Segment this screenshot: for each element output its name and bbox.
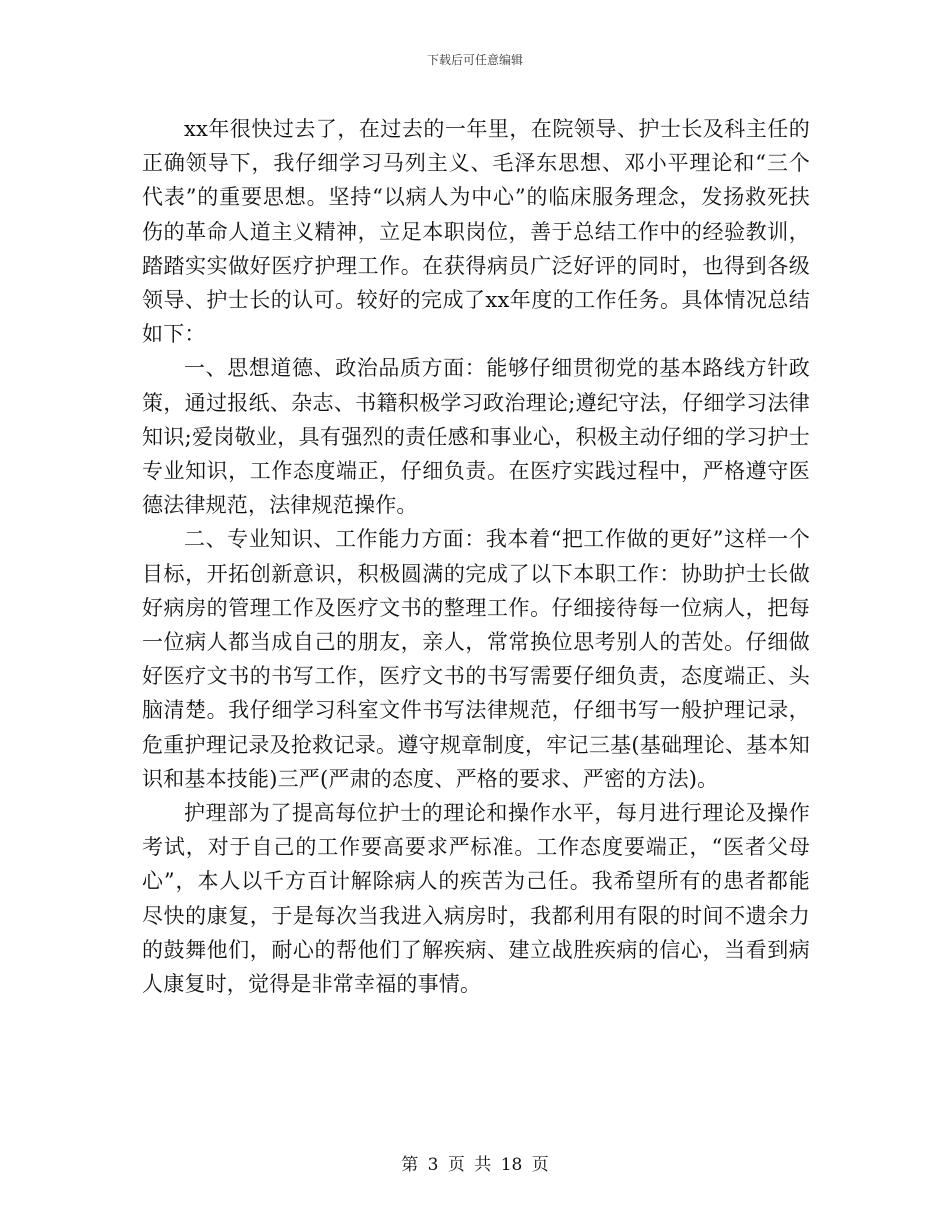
paragraph-nursing-department: 护理部为了提高每位护士的理论和操作水平，每月进行理论及操作考试，对于自己的工作要高要求严标准。工作态度要端正，“医者父母心”，本人以千方百计解除病人的疾苦为己任。我希望所有的患者都能尽快的康复，于是每次当我进入病房时，我都利用有限的时间不遗余力的鼓舞他们，耐心的帮他们了解疾病、建立战胜疾病的信心，当看到病人康复时，觉得是非常幸福的事情。 bbox=[142, 801, 810, 997]
page-footer: 第 3 页 共 18 页 bbox=[401, 1155, 549, 1175]
paragraph-professional: 二、专业知识、工作能力方面：我本着“把工作做的更好”这样一个目标，开拓创新意识，积极圆满的完成了以下本职工作：协助护士长做好病房的管理工作及医疗文书的整理工作。仔细接待每一位病人，把每一位病人都当成自己的朋友，亲人，常常换位思考别人的苦处。仔细做好医疗文书的书写工作，医疗文书的书写需要仔细负责，态度端正、头脑清楚。我仔细学习科室文件书写法律规范，仔细书写一般护理记录，危重护理记录及抢救记录。遵守规章制度，牢记三基(基础理论、基本知识和基本技能)三严(严肃的态度、严格的要求、严密的方法)。 bbox=[142, 527, 810, 791]
document-body bbox=[142, 112, 810, 1001]
page-header: 下载后可任意编辑 bbox=[426, 53, 523, 67]
paragraph-intro: xx年很快过去了，在过去的一年里，在院领导、护士长及科主任的正确领导下，我仔细学习马列主义、毛泽东思想、邓小平理论和“三个代表”的重要思想。坚持“以病人为中心”的临床服务理念，发扬救死扶伤的革命人道主义精神，立足本职岗位，善于总结工作中的经验教训，踏踏实实做好医疗护理工作。在获得病员广泛好评的同时，也得到各级领导、护士长的认可。较好的完成了xx年度的工作任务。具体情况总结如下： bbox=[142, 117, 810, 347]
paragraph-ideology: 一、思想道德、政治品质方面：能够仔细贯彻党的基本路线方针政策，通过报纸、杂志、书籍积极学习政治理论;遵纪守法，仔细学习法律知识;爱岗敬业，具有强烈的责任感和事业心，积极主动仔细的学习护士专业知识，工作态度端正，仔细负责。在医疗实践过程中，严格遵守医德法律规范，法律规范操作。 bbox=[142, 356, 810, 518]
